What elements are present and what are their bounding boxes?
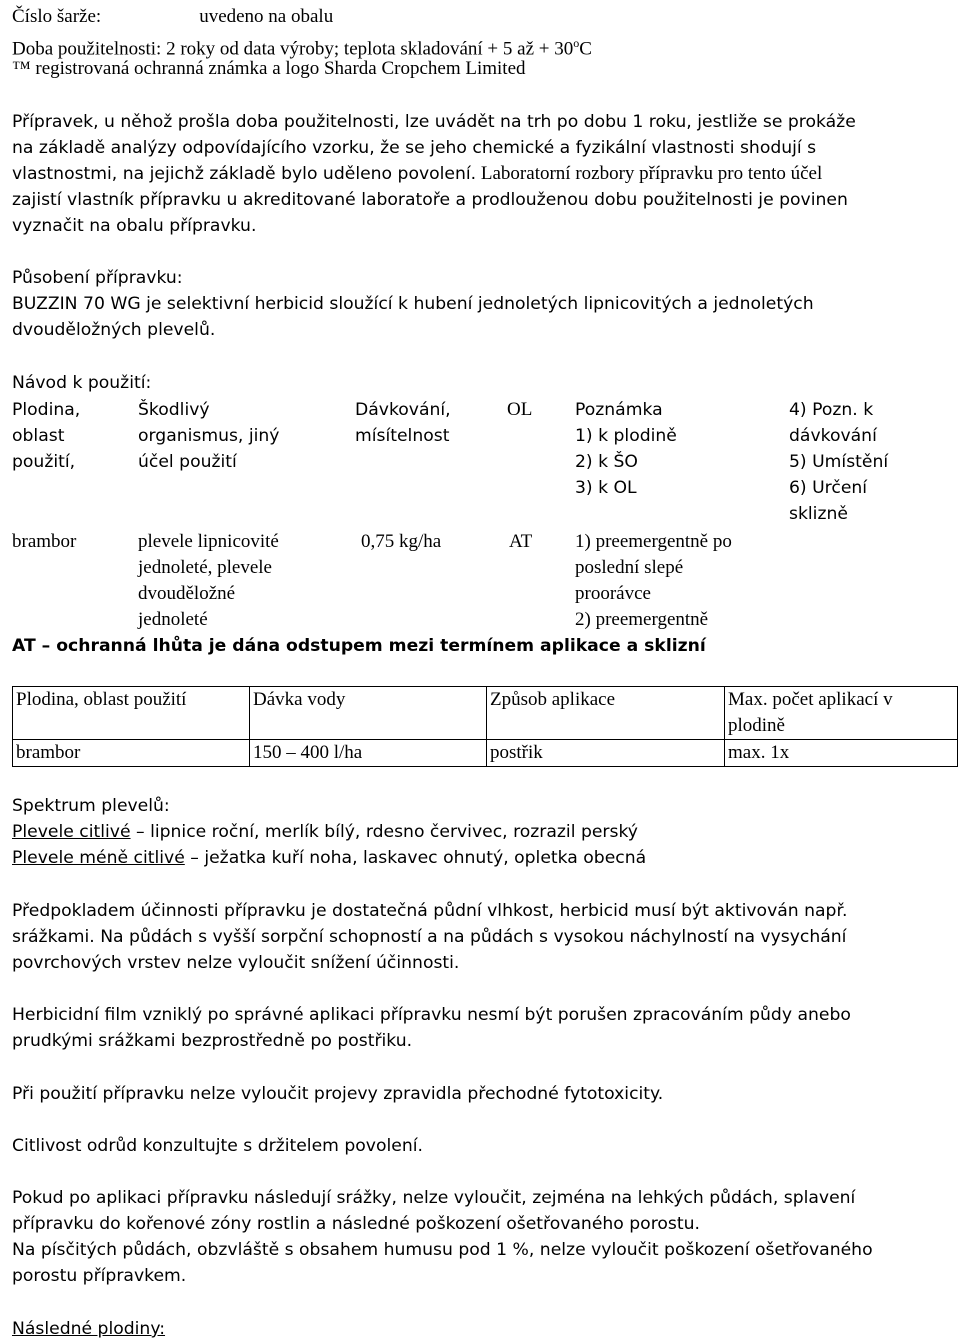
usage-header-note: Poznámka 1) k plodině 2) k ŠO 3) k OL: [575, 400, 677, 498]
application-table: [12, 686, 958, 767]
batch-number: [12, 4, 333, 30]
action-heading: Působení přípravku:: [12, 268, 183, 288]
usage-row-dose: 0,75 kg/ha: [361, 531, 442, 552]
para2-line-2: prudkými srážkami bezprostředně po postřiku.: [12, 1031, 413, 1051]
table-header-cell: Dávka vody: [250, 687, 487, 740]
table-cell: postřik: [487, 740, 725, 767]
para1-line-2: srážkami. Na půdách s vyšší sorpční schopností a na půdách s vysokou náchylností na vysychání: [12, 927, 847, 947]
batch-value: uvedeno na obalu: [199, 6, 334, 27]
degree-sign: o: [573, 36, 580, 50]
usage-row-pest: plevele lipnicovité jednoleté, plevele dvouděložné jednoleté: [138, 531, 279, 630]
expiry-line-3: [12, 161, 822, 187]
usage-header-dose: Dávkování, mísítelnost: [355, 400, 451, 446]
table-header-cell: Max. počet aplikací v plodině: [725, 687, 958, 740]
action-line-2: dvouděložných plevelů.: [12, 320, 216, 340]
para5-line-3: Na písčitých půdách, obzvláště s obsahem humusu pod 1 %, nelze vyloučit poškození ošetřovaného: [12, 1240, 873, 1260]
expiry-line-1: Přípravek, u něhož prošla doba použitelnosti, lze uvádět na trh po dobu 1 roku, jestliže se prokáže: [12, 112, 856, 132]
expiry-line-5: vyznačit na obalu přípravku.: [12, 216, 257, 236]
table-cell: max. 1x: [725, 740, 958, 767]
table-header-cell: Plodina, oblast použití: [13, 687, 250, 740]
action-line-1: BUZZIN 70 WG je selektivní herbicid sloužící k hubení jednoletých lipnicovitých a jednoletých: [12, 294, 814, 314]
para1-line-1: Předpokladem účinnosti přípravku je dostatečná půdní vlhkost, herbicid musí být aktivován např.: [12, 901, 848, 921]
para4: Citlivost odrůd konzultujte s držitelem povolení.: [12, 1136, 423, 1156]
next-crops-heading: Následné plodiny:: [12, 1319, 166, 1339]
sensitive-label: Plevele citlivé: [12, 822, 131, 842]
para5-line-2: přípravku do kořenové zóny rostlin a následné poškození ošetřovaného porostu.: [12, 1214, 700, 1234]
usage-header-note2: 4) Pozn. k dávkování 5) Umístění 6) Určení sklizně: [789, 400, 889, 524]
para5-line-1: Pokud po aplikaci přípravku následují srážky, nelze vyloučit, zejména na lehkých půdách, splavení: [12, 1188, 856, 1208]
spectrum-less: [12, 845, 646, 871]
table-header-cell: Způsob aplikace: [487, 687, 725, 740]
at-note: AT – ochranná lhůta je dána odstupem mezi termínem aplikace a sklizní: [12, 636, 706, 656]
expiry-line-4: zajistí vlastník přípravku u akreditované laboratoře a prodlouženou dobu použitelnosti je povinen: [12, 190, 848, 210]
spectrum-heading: Spektrum plevelů:: [12, 796, 170, 816]
less-label: Plevele méně citlivé: [12, 848, 185, 868]
para1-line-3: povrchových vrstev nelze vyloučit snížení účinnosti.: [12, 953, 460, 973]
expiry-line-3b: Laboratorní rozbory přípravku pro tento účel: [476, 163, 823, 184]
expiry-line-2: na základě analýzy odpovídajícího vzorku, že se jeho chemické a fyzikální vlastnosti shodují s: [12, 138, 817, 158]
para5-line-4: porostu přípravkem.: [12, 1266, 187, 1286]
sensitive-text: – lipnice roční, merlík bílý, rdesno červivec, rozrazil perský: [130, 822, 638, 842]
table-row: [13, 740, 958, 767]
celsius: C: [579, 38, 592, 60]
usage-row-ol: AT: [509, 531, 533, 552]
usage-header-crop: Plodina, oblast použití,: [12, 400, 81, 472]
usage-row-crop: brambor: [12, 531, 77, 552]
usage-row-note: 1) preemergentně po poslední slepé proorávce 2) preemergentně: [575, 531, 732, 630]
usage-heading: Návod k použití:: [12, 373, 152, 393]
trademark-line: ™ registrovaná ochranná známka a logo Sharda Cropchem Limited: [12, 58, 526, 79]
usage-header-pest: Škodlivý organismus, jiný účel použití: [138, 400, 280, 472]
table-row: [13, 687, 958, 740]
para2-line-1: Herbicidní film vzniklý po správné aplikaci přípravku nesmí být porušen zpracováním půdy anebo: [12, 1005, 851, 1025]
para3: Při použití přípravku nelze vyloučit projevy zpravidla přechodné fytotoxicity.: [12, 1084, 664, 1104]
table-cell: 150 – 400 l/ha: [250, 740, 487, 767]
usage-header-ol: OL: [507, 399, 533, 420]
shelf-life-text: Doba použitelnosti: 2 roky od data výroby; teplota skladování + 5 až + 30: [12, 38, 574, 60]
less-text: – ježatka kuří noha, laskavec ohnutý, opletka obecná: [184, 848, 647, 868]
table-cell: brambor: [13, 740, 250, 767]
batch-label: Číslo šarže:: [12, 6, 102, 27]
expiry-line-3a: vlastnostmi, na jejichž základě bylo uděleno povolení.: [12, 164, 477, 184]
spectrum-sensitive: [12, 819, 638, 845]
